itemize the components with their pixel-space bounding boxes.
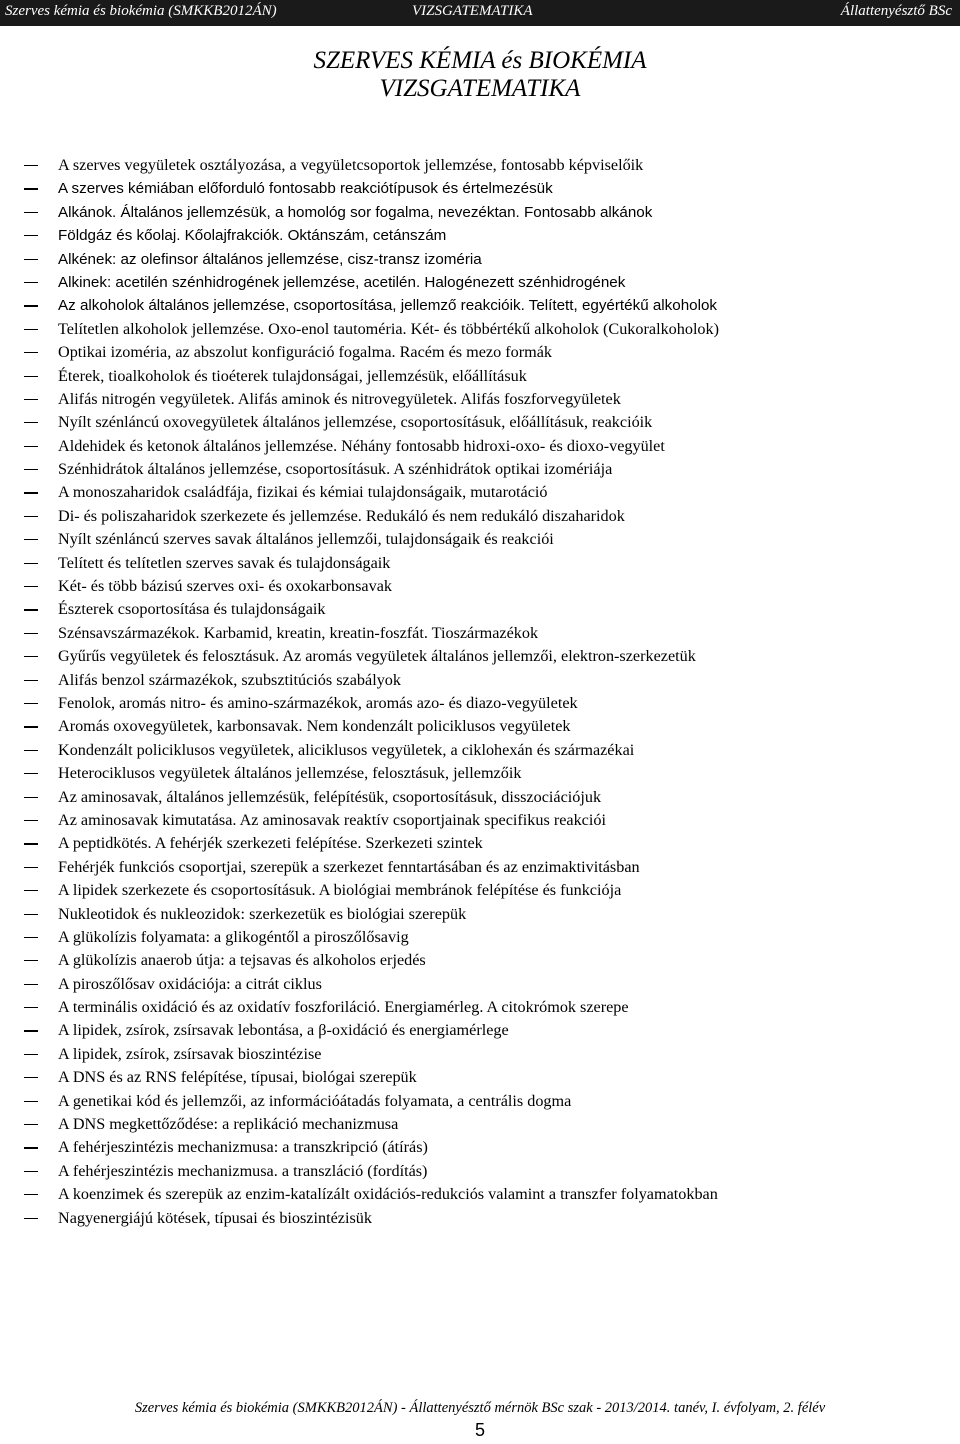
topic-item: [24, 365, 944, 388]
topic-item: [24, 996, 944, 1019]
topic-item: [24, 832, 944, 855]
topic-item: [24, 294, 944, 317]
topic-text: Szénsavszármazékok. Karbamid, kreatin, kreatin-foszfát. Tioszármazékok: [58, 623, 539, 642]
dash-bullet-icon: [24, 305, 38, 306]
topic-item: [24, 1113, 944, 1136]
page-subtitle: VIZSGATEMATIKA: [379, 75, 581, 102]
dash-bullet-icon: [24, 937, 38, 938]
dash-bullet-icon: [24, 1171, 38, 1172]
topic-item: [24, 1066, 944, 1089]
topic-text: A fehérjeszintézis mechanizmusa. a transzláció (fordítás): [58, 1161, 428, 1180]
topic-text: Aldehidek és ketonok általános jellemzése. Néhány fontosabb hidroxi-oxo- és dioxo-vegyület: [58, 436, 665, 455]
header-document-type: VIZSGATEMATIKA: [412, 3, 533, 19]
topic-text: A monoszaharidok családfája, fizikai és kémiai tulajdonságaik, mutarotáció: [58, 483, 548, 502]
topic-item: [24, 645, 944, 668]
topic-text: Az alkoholok általános jellemzése, csoportosítása, jellemző reakcióik. Telített, egyértékű alkoholok: [58, 297, 718, 315]
topic-item: [24, 762, 944, 785]
topic-text: Gyűrűs vegyületek és felosztásuk. Az aromás vegyületek általános jellemzői, elektron-szerkezetük: [58, 647, 696, 666]
dash-bullet-icon: [24, 890, 38, 891]
dash-bullet-icon: [24, 188, 38, 189]
topic-item: [24, 528, 944, 551]
topic-item: [24, 692, 944, 715]
dash-bullet-icon: [24, 633, 38, 634]
topic-text: A fehérjeszintézis mechanizmusa: a transzkripció (átírás): [58, 1138, 428, 1157]
topic-text: Az aminosavak, általános jellemzésük, felépítésük, csoportosításuk, disszociációjuk: [58, 787, 602, 806]
topic-item: [24, 388, 944, 411]
dash-bullet-icon: [24, 984, 38, 985]
dash-bullet-icon: [24, 914, 38, 915]
dash-bullet-icon: [24, 1054, 38, 1055]
dash-bullet-icon: [24, 797, 38, 798]
dash-bullet-icon: [24, 376, 38, 377]
topic-item: [24, 669, 944, 692]
topic-text: Két- és több bázisú szerves oxi- és oxokarbonsavak: [58, 577, 392, 596]
dash-bullet-icon: [24, 960, 38, 961]
topic-item: [24, 1183, 944, 1206]
header-course-name: Szerves kémia és biokémia (SMKKB2012ÁN): [5, 3, 277, 19]
dash-bullet-icon: [24, 1030, 38, 1031]
dash-bullet-icon: [24, 539, 38, 540]
topic-item: [24, 879, 944, 902]
topic-text: Kondenzált policiklusos vegyületek, aliciklusos vegyületek, a ciklohexán és származékai: [58, 740, 635, 759]
dash-bullet-icon: [24, 446, 38, 447]
topic-text: Optikai izoméria, az abszolut konfiguráció fogalma. Racém és mezo formák: [58, 343, 552, 362]
topic-text: A lipidek szerkezete és csoportosításuk. A biológiai membránok felépítése és funkciója: [58, 881, 622, 900]
topic-text: A lipidek, zsírok, zsírsavak lebontása, a β-oxidáció és energiamérlege: [58, 1021, 509, 1040]
topic-item: [24, 926, 944, 949]
topic-item: [24, 248, 944, 271]
dash-bullet-icon: [24, 680, 38, 681]
dash-bullet-icon: [24, 726, 38, 727]
topic-item: [24, 973, 944, 996]
topic-list: [24, 154, 944, 1230]
dash-bullet-icon: [24, 1077, 38, 1078]
topic-item: [24, 598, 944, 621]
topic-text: A peptidkötés. A fehérjék szerkezeti felépítése. Szerkezeti szintek: [58, 834, 483, 853]
topic-item: [24, 1019, 944, 1042]
topic-item: [24, 552, 944, 575]
topic-item: [24, 809, 944, 832]
topic-item: [24, 435, 944, 458]
topic-item: [24, 481, 944, 504]
topic-text: A szerves kémiában előforduló fontosabb reakciótípusok és értelmezésük: [58, 180, 553, 198]
dash-bullet-icon: [24, 1101, 38, 1102]
topic-text: Nagyenergiájú kötések, típusai és bioszintézisük: [58, 1208, 372, 1227]
topic-item: [24, 458, 944, 481]
dash-bullet-icon: [24, 469, 38, 470]
dash-bullet-icon: [24, 259, 38, 260]
topic-text: A szerves vegyületek osztályozása, a vegyületcsoportok jellemzése, fontosabb képviselőik: [58, 156, 644, 174]
dash-bullet-icon: [24, 329, 38, 330]
topic-text: A terminális oxidáció és az oxidatív foszforiláció. Energiamérleg. A citokrómok szerepe: [58, 998, 629, 1017]
topic-text: Telítetlen alkoholok jellemzése. Oxo-enol tautoméria. Két- és többértékű alkoholok (Cukoralkoholok): [58, 319, 720, 338]
dash-bullet-icon: [24, 563, 38, 564]
page-title: SZERVES KÉMIA és BIOKÉMIA: [313, 47, 647, 74]
dash-bullet-icon: [24, 235, 38, 236]
topic-text: Alifás benzol származékok, szubsztitúciós szabályok: [58, 670, 401, 689]
topic-text: Fehérjék funkciós csoportjai, szerepük a szerkezet fenntartásában és az enzimaktivitásban: [58, 857, 640, 876]
topic-item: [24, 505, 944, 528]
topic-text: A lipidek, zsírok, zsírsavak bioszintézise: [58, 1044, 322, 1063]
topic-text: A glükolízis anaerob útja: a tejsavas és alkoholos erjedés: [58, 951, 426, 970]
dash-bullet-icon: [24, 843, 38, 844]
header-program: Állattenyésztő BSc: [840, 3, 952, 19]
topic-text: Alkének: az olefinsor általános jellemzése, cisz-transz izoméria: [58, 250, 482, 268]
dash-bullet-icon: [24, 773, 38, 774]
topic-item: [24, 318, 944, 341]
topic-item: [24, 1043, 944, 1066]
topic-item: [24, 949, 944, 972]
dash-bullet-icon: [24, 212, 38, 213]
topic-item: [24, 856, 944, 879]
topic-item: [24, 411, 944, 434]
topic-item: [24, 154, 944, 177]
topic-text: Aromás oxovegyületek, karbonsavak. Nem kondenzált policiklusos vegyületek: [58, 717, 571, 736]
topic-item: [24, 1136, 944, 1159]
topic-text: Heterociklusos vegyületek általános jellemzése, felosztásuk, jellemzőik: [58, 764, 522, 783]
dash-bullet-icon: [24, 165, 38, 166]
running-header: [0, 0, 960, 26]
topic-text: Éterek, tioalkoholok és tioéterek tulajdonságai, jellemzésük, előállításuk: [58, 366, 527, 385]
topic-text: Földgáz és kőolaj. Kőolajfrakciók. Oktánszám, cetánszám: [58, 227, 447, 245]
dash-bullet-icon: [24, 820, 38, 821]
topic-item: [24, 903, 944, 926]
topic-text: Nukleotidok és nukleozidok: szerkezetük es biológiai szerepük: [58, 904, 467, 923]
topic-text: A DNS és az RNS felépítése, típusai, biológai szerepük: [58, 1068, 417, 1087]
dash-bullet-icon: [24, 352, 38, 353]
topic-item: [24, 177, 944, 200]
topic-item: [24, 341, 944, 364]
topic-text: Di- és poliszaharidok szerkezete és jellemzése. Redukáló és nem redukáló diszaharidok: [58, 506, 625, 525]
topic-text: Szénhidrátok általános jellemzése, csoportosításuk. A szénhidrátok optikai izomériája: [58, 460, 613, 479]
dash-bullet-icon: [24, 1124, 38, 1125]
dash-bullet-icon: [24, 422, 38, 423]
topic-text: Az aminosavak kimutatása. Az aminosavak reaktív csoportjainak specifikus reakciói: [58, 810, 606, 829]
page-number: 5: [474, 1420, 485, 1440]
topic-text: Telített és telítetlen szerves savak és tulajdonságaik: [58, 553, 391, 572]
running-footer: Szerves kémia és biokémia (SMKKB2012ÁN) - Állattenyésztő mérnök BSc szak - 2013/2014. tanév, I. évfolyam, 2. félév: [134, 1400, 826, 1416]
dash-bullet-icon: [24, 750, 38, 751]
topic-item: [24, 622, 944, 645]
dash-bullet-icon: [24, 586, 38, 587]
dash-bullet-icon: [24, 492, 38, 493]
dash-bullet-icon: [24, 1194, 38, 1195]
topic-item: [24, 271, 944, 294]
topic-text: A genetikai kód és jellemzői, az információátadás folyamata, a centrális dogma: [58, 1091, 572, 1110]
topic-text: A koenzimek és szerepük az enzim-katalízált oxidációs-redukciós valamint a transzfer folyamatokban: [58, 1185, 718, 1204]
dash-bullet-icon: [24, 867, 38, 868]
dash-bullet-icon: [24, 703, 38, 704]
topic-item: [24, 1160, 944, 1183]
dash-bullet-icon: [24, 609, 38, 610]
dash-bullet-icon: [24, 282, 38, 283]
topic-text: A DNS megkettőződése: a replikáció mechanizmusa: [58, 1115, 399, 1134]
topic-text: Alkinek: acetilén szénhidrogének jellemzése, acetilén. Halogénezett szénhidrogének: [58, 273, 626, 291]
topic-text: Nyílt szénláncú szerves savak általános jellemzői, tulajdonságaik és reakciói: [58, 530, 554, 549]
topic-text: Észterek csoportosítása és tulajdonságaik: [58, 600, 326, 619]
topic-text: Fenolok, aromás nitro- és amino-származékok, aromás azo- és diazo-vegyületek: [58, 693, 578, 712]
topic-item: [24, 715, 944, 738]
dash-bullet-icon: [24, 1147, 38, 1148]
topic-text: Alifás nitrogén vegyületek. Alifás aminok és nitrovegyületek. Alifás foszforvegyületek: [58, 389, 621, 408]
dash-bullet-icon: [24, 1218, 38, 1219]
topic-text: Nyílt szénláncú oxovegyületek általános jellemzése, csoportosításuk, előállításuk, reakcióik: [58, 413, 653, 432]
dash-bullet-icon: [24, 1007, 38, 1008]
topic-item: [24, 201, 944, 224]
topic-item: [24, 1090, 944, 1113]
topic-text: A glükolízis folyamata: a glikogéntől a piroszőlősavig: [58, 927, 409, 946]
topic-item: [24, 575, 944, 598]
topic-item: [24, 786, 944, 809]
dash-bullet-icon: [24, 516, 38, 517]
topic-text: Alkánok. Általános jellemzésük, a homológ sor fogalma, nevezéktan. Fontosabb alkánok: [58, 203, 653, 221]
topic-item: [24, 1207, 944, 1230]
dash-bullet-icon: [24, 656, 38, 657]
dash-bullet-icon: [24, 399, 38, 400]
topic-item: [24, 224, 944, 247]
topic-item: [24, 739, 944, 762]
topic-text: A piroszőlősav oxidációja: a citrát ciklus: [58, 974, 322, 993]
